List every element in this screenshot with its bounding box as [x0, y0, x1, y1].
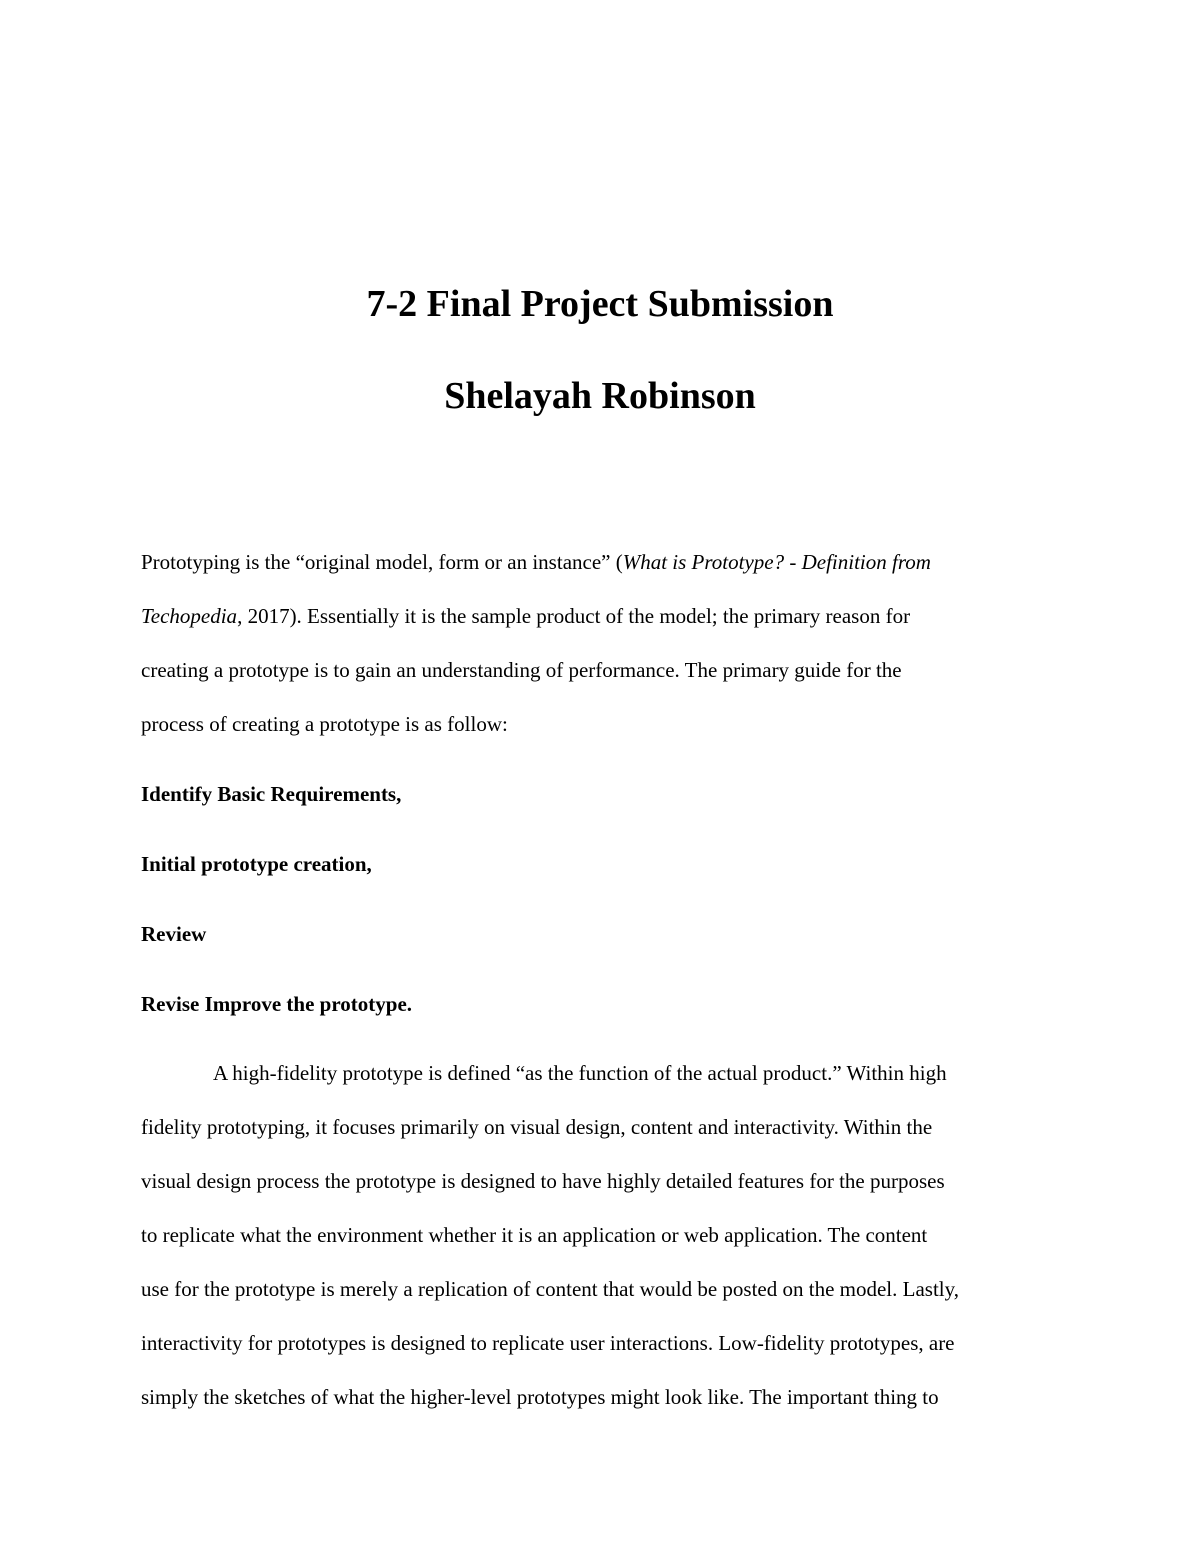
citation-title: What is Prototype? - Definition from: [622, 550, 931, 574]
intro-text: Prototyping is the “original model, form or an instance” (: [141, 550, 623, 574]
document-title: 7-2 Final Project Submission: [366, 283, 834, 325]
intro-line: [141, 535, 1071, 589]
intro-line: [141, 589, 1071, 643]
process-steps: [141, 767, 1071, 1047]
process-step: Review: [141, 922, 207, 946]
paragraph-line: interactivity for prototypes is designed to replicate user interactions. Low-fidelity prototypes, are: [141, 1331, 955, 1355]
fidelity-paragraph: [141, 1046, 1071, 1424]
paragraph-line: simply the sketches of what the higher-level prototypes might look like. The important thing to: [141, 1385, 939, 1409]
paragraph-line: visual design process the prototype is designed to have highly detailed features for the purposes: [141, 1169, 945, 1193]
paragraph-line: fidelity prototyping, it focuses primarily on visual design, content and interactivity. Within the: [141, 1115, 933, 1139]
paragraph-line: use for the prototype is merely a replication of content that would be posted on the model. Lastly,: [141, 1277, 960, 1301]
process-step: Revise Improve the prototype.: [141, 992, 413, 1016]
paragraph-line: A high-fidelity prototype is defined “as the function of the actual product.” Within high: [213, 1061, 947, 1085]
intro-paragraph: [141, 535, 1071, 751]
paragraph-line: to replicate what the environment whether it is an application or web application. The content: [141, 1223, 928, 1247]
intro-line: creating a prototype is to gain an understanding of performance. The primary guide for the: [141, 658, 902, 682]
document-author: Shelayah Robinson: [444, 375, 756, 417]
intro-line: process of creating a prototype is as follow:: [141, 712, 508, 736]
process-step: Identify Basic Requirements,: [141, 782, 402, 806]
process-step: Initial prototype creation,: [141, 852, 372, 876]
intro-text: , 2017). Essentially it is the sample product of the model; the primary reason for: [237, 604, 911, 628]
citation-source: Techopedia: [141, 604, 238, 628]
